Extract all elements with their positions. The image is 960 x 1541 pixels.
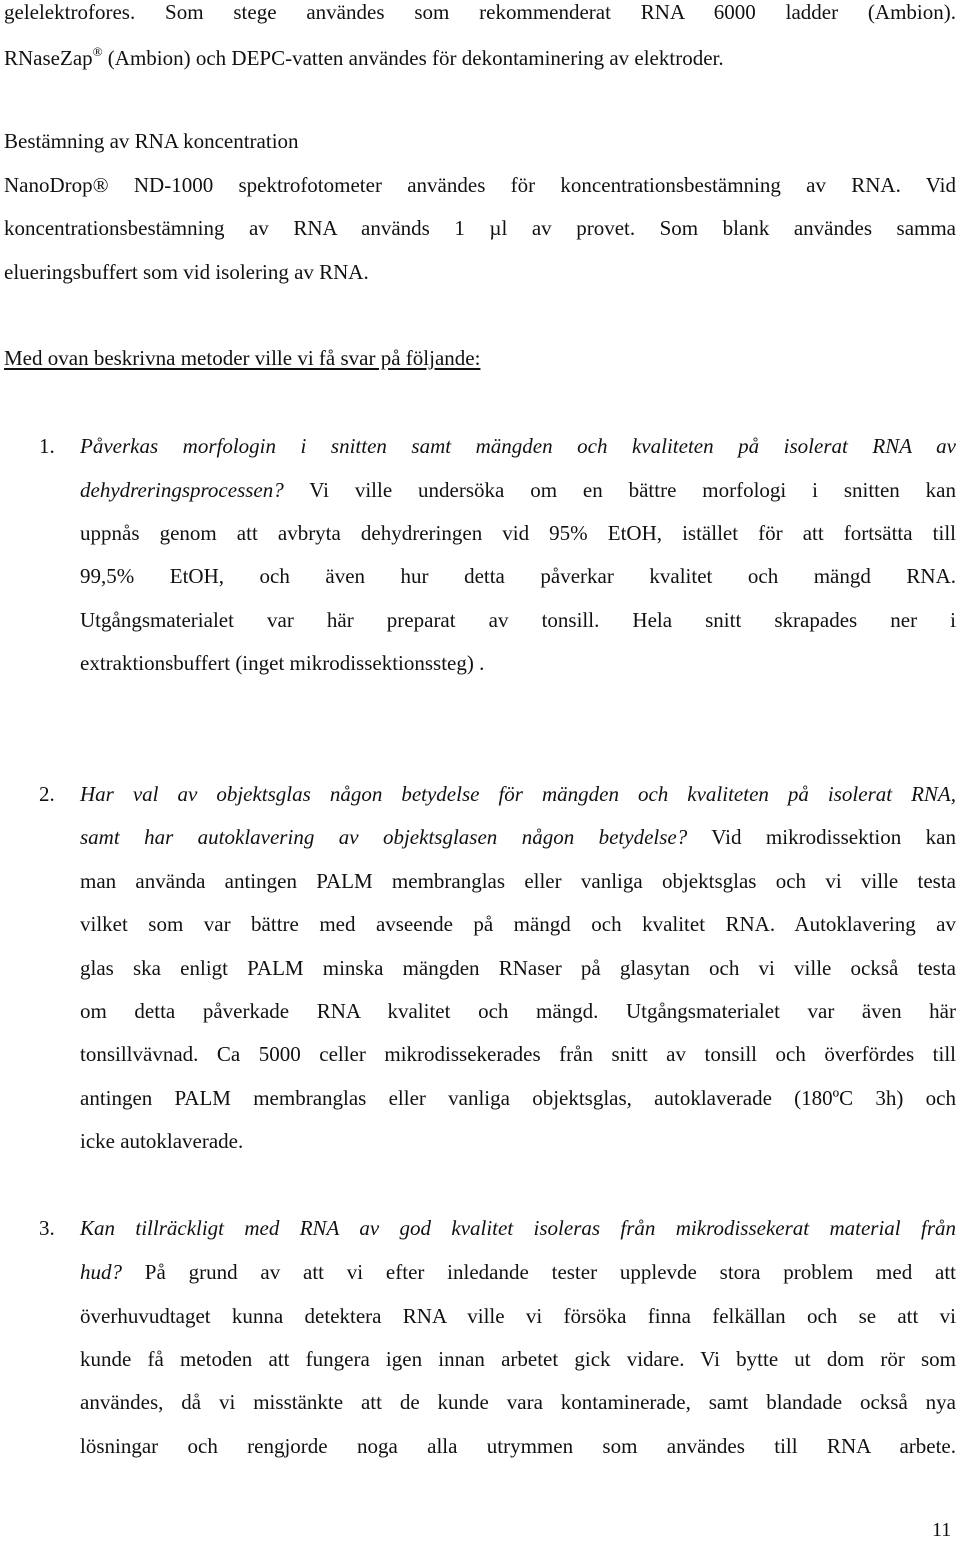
question-3-line-2 <box>80 1262 956 1283</box>
question-2-line-2-rest: Vid mikrodissektion kan <box>687 825 956 849</box>
lead-in-text: Med ovan beskrivna metoder ville vi få svar på följande: <box>4 346 481 370</box>
question-2-line-5: glas ska enligt PALM minska mängden RNaser på glasytan och vi ville också testa <box>80 956 956 980</box>
question-3-line-3: överhuvudtaget kunna detektera RNA ville vi försöka finna felkällan och se att vi <box>80 1304 956 1328</box>
question-1-line-5: Utgångsmaterialet var här preparat av tonsill. Hela snitt skrapades ner i <box>80 608 956 632</box>
question-3-number: 3. <box>39 1216 55 1240</box>
question-2-line-1: Har val av objektsglas någon betydelse för mängden och kvaliteten på isolerat RNA, <box>80 782 956 806</box>
section-heading: Bestämning av RNA koncentration <box>4 129 299 153</box>
question-2-line-4: vilket som var bättre med avseende på mängd och kvalitet RNA. Autoklavering av <box>80 912 956 936</box>
question-2-line-6: om detta påverkade RNA kvalitet och mängd. Utgångsmaterialet var även här <box>80 999 956 1023</box>
question-1-line-2-rest: Vi ville undersöka om en bättre morfologi i snitten kan <box>283 478 956 502</box>
registered-mark: ® <box>92 44 103 59</box>
question-1-line-1: Påverkas morfologin i snitten samt mängden och kvaliteten på isolerat RNA av <box>80 434 956 458</box>
question-2-number: 2. <box>39 782 55 806</box>
question-2-italic-end: samt har autoklavering av objektsglasen någon betydelse? <box>80 825 688 849</box>
page-number: 11 <box>932 1519 952 1541</box>
question-1-line-6: extraktionsbuffert (inget mikrodissektionssteg) . <box>80 651 485 675</box>
section-line-2: koncentrationsbestämning av RNA används 1 µl av provet. Som blank användes samma <box>4 216 956 240</box>
rnasezap-text: RNaseZap <box>4 46 93 70</box>
question-3-italic-end: hud? <box>80 1260 122 1284</box>
question-1-line-4: 99,5% EtOH, och även hur detta påverkar kvalitet och mängd RNA. <box>80 564 956 588</box>
question-2-line-3: man använda antingen PALM membranglas eller vanliga objektsglas och vi ville testa <box>80 869 956 893</box>
question-3-line-5: användes, då vi misstänkte att de kunde vara kontaminerade, samt blandade också nya <box>80 1390 956 1414</box>
question-2-line-8: antingen PALM membranglas eller vanliga objektsglas, autoklaverade (180ºC 3h) och <box>80 1086 956 1110</box>
intro-line-2-rest: (Ambion) och DEPC-vatten användes för dekontaminering av elektroder. <box>102 46 724 70</box>
section-line-1: NanoDrop® ND-1000 spektrofotometer användes för koncentrationsbestämning av RNA. Vid <box>4 173 956 197</box>
question-1-number: 1. <box>39 434 55 458</box>
question-1-line-3: uppnås genom att avbryta dehydreringen vid 95% EtOH, istället för att fortsätta till <box>80 521 956 545</box>
question-3-line-6: lösningar och rengjorde noga alla utrymmen som användes till RNA arbete. <box>80 1434 956 1458</box>
question-3-line-4: kunde få metoden att fungera igen innan arbetet gick vidare. Vi bytte ut dom rör som <box>80 1347 956 1371</box>
question-2-line-2 <box>80 827 956 848</box>
question-3-line-2-rest: På grund av att vi efter inledande tester upplevde stora problem med att <box>122 1260 956 1284</box>
question-2-line-7: tonsillvävnad. Ca 5000 celler mikrodissekerades från snitt av tonsill och överfördes till <box>80 1042 956 1066</box>
question-3-line-1: Kan tillräckligt med RNA av god kvalitet isoleras från mikrodissekerat material från <box>80 1216 956 1240</box>
question-1-line-2 <box>80 480 956 501</box>
section-line-3: elueringsbuffert som vid isolering av RNA. <box>4 260 369 284</box>
intro-line-2 <box>4 45 724 69</box>
question-2-line-9: icke autoklaverade. <box>80 1129 244 1153</box>
intro-line-1: gelelektrofores. Som stege användes som rekommenderat RNA 6000 ladder (Ambion). <box>4 0 956 24</box>
question-1-italic-end: dehydreringsprocessen? <box>80 478 284 502</box>
